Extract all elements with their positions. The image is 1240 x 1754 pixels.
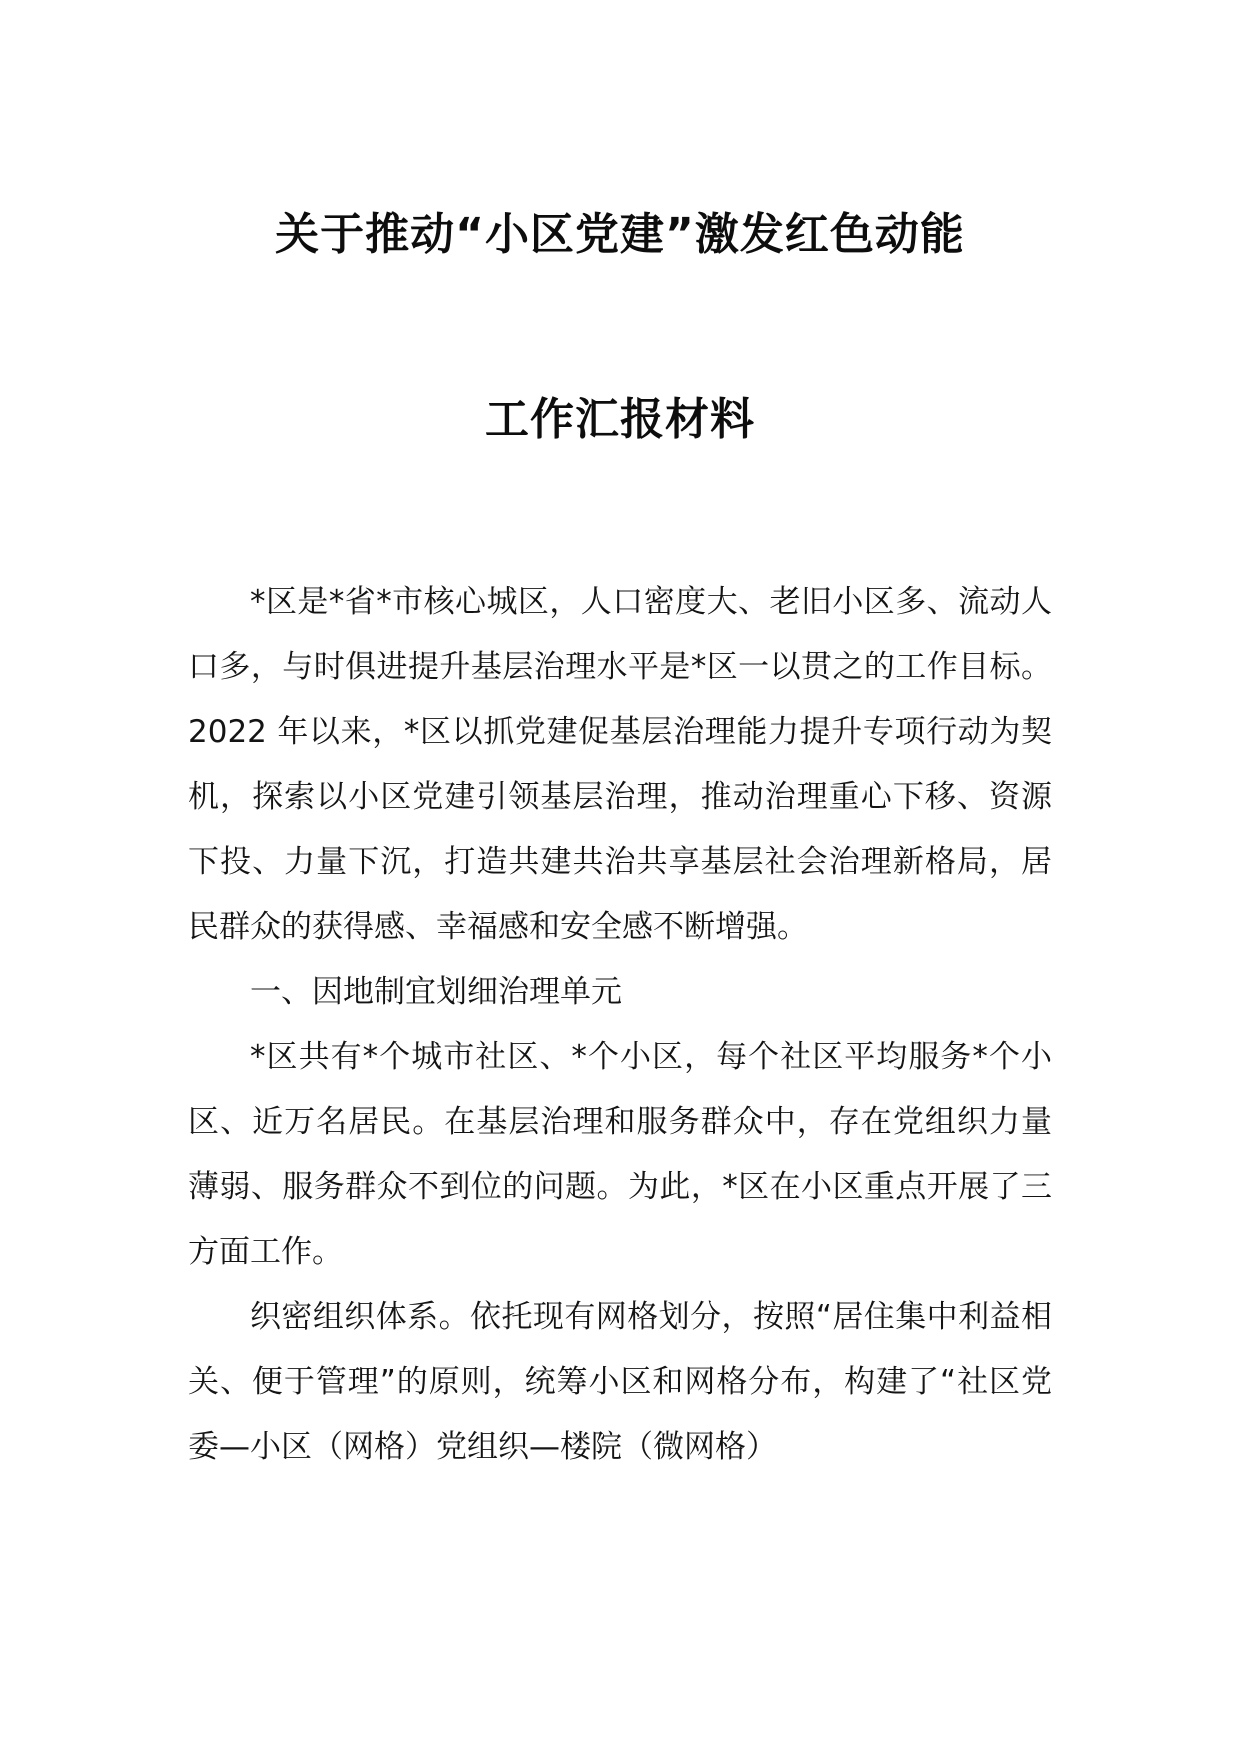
document-body [188, 570, 1052, 1480]
section-heading-1: 一、因地制宜划细治理单元 [250, 974, 622, 1010]
paragraph-organization: 织密组织体系。依托现有网格划分，按照“居住集中利益相关、便于管理”的原则，统筹小区和网格分布，构建了“社区党委—小区（网格）党组织—楼院（微网格） [188, 1299, 1052, 1465]
paragraph-section-1: *区共有*个城市社区、*个小区，每个社区平均服务*个小区、近万名居民。在基层治理和服务群众中，存在党组织力量薄弱、服务群众不到位的问题。为此，*区在小区重点开展了三方面工作。 [188, 1039, 1052, 1270]
document-title-line-1: 关于推动“小区党建”激发红色动能 [275, 209, 965, 260]
paragraph-intro: *区是*省*市核心城区，人口密度大、老旧小区多、流动人口多，与时俱进提升基层治理水平是*区一以贯之的工作目标。2022 年以来，*区以抓党建促基层治理能力提升专项行动为契机，探索以小区党建引领基层治理，推动治理重心下移、资源下投、力量下沉，打造共建共治共享基层社会治理新格局，居民群众的获得感、幸福感和安全感不断增强。 [188, 584, 1052, 945]
document-title-line-2: 工作汇报材料 [485, 394, 755, 445]
